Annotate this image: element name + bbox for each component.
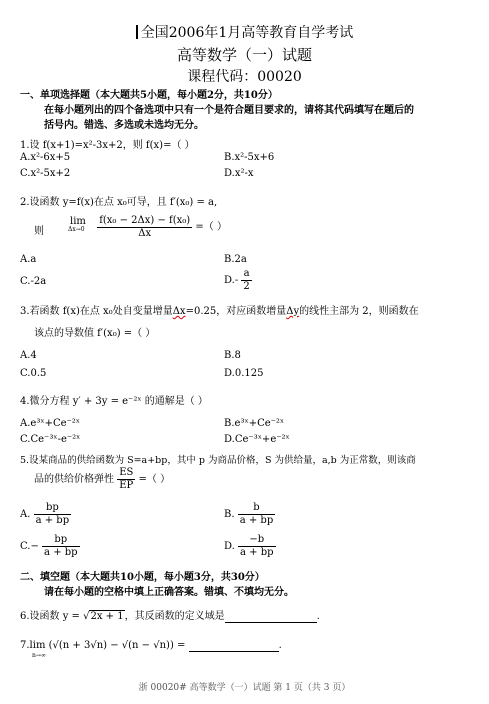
q2-option-c: C.-2a <box>20 276 47 287</box>
q2-option-d-numerator: a <box>241 268 251 281</box>
q1-stem: 1.设 f(x+1)=x²-3x+2，则 f(x)=（ ） <box>20 140 195 151</box>
section2-instruction: 请在每小题的空格中填上正确答案。错填、不填均无分。 <box>44 587 294 598</box>
q2-denominator: Δx <box>138 227 152 239</box>
q4-stem: 4.微分方程 y′ + 3y = e⁻²ˣ 的通解是（ ） <box>20 396 208 407</box>
q2-option-a: A.a <box>20 254 37 265</box>
q4-option-a: A.e³ˣ+Ce⁻²ˣ <box>20 418 81 429</box>
q5-option-d <box>224 534 276 559</box>
q3-line1-part3: 的线性主部为 2，则函数在 <box>299 306 419 317</box>
q5-option-a-prefix: A. <box>20 509 31 520</box>
q5-option-a-denominator: a + bp <box>35 515 70 526</box>
q5-option-d-prefix: D. <box>224 541 235 552</box>
q5-option-d-denominator: a + bp <box>240 547 274 558</box>
title-bar-mark <box>136 25 138 39</box>
q5-option-a <box>20 502 71 527</box>
q4-option-c: C.Ce⁻³ˣ-e⁻²ˣ <box>20 434 81 445</box>
q5-option-c-prefix: C.− <box>20 541 39 552</box>
q5-option-b-prefix: B. <box>224 509 235 520</box>
q6-stem <box>20 607 320 623</box>
q7-period: . <box>278 640 282 651</box>
q3-option-d: D.0.125 <box>224 368 264 379</box>
q3-option-a: A.4 <box>20 350 37 361</box>
page-footer: 浙 00020# 高等数学（一）试题 第 1 页（共 3 页） <box>138 683 351 693</box>
q2-option-d-prefix: D.- <box>224 275 239 286</box>
q3-delta-x: Δx <box>172 306 186 317</box>
q2-limit-expression <box>68 214 227 244</box>
q5-elasticity-fraction <box>117 467 135 492</box>
q6-answer-blank[interactable] <box>225 611 317 623</box>
q5-elasticity-numerator: ES <box>119 467 134 478</box>
section1-heading: 一、单项选择题（本大题共5小题，每小题2分，共10分） <box>20 90 278 101</box>
q1-option-d: D.x²-x <box>224 168 254 179</box>
q2-option-b: B.2a <box>224 254 247 265</box>
sqrt-icon: √ <box>83 611 90 622</box>
q3-line1 <box>20 302 419 317</box>
q3-delta-y: Δy <box>286 306 300 317</box>
q5-option-c-numerator: bp <box>42 534 80 547</box>
q5-line2-tail: =（ ） <box>138 474 171 485</box>
q7-lim: 7.lim <box>20 640 46 651</box>
q6-text-a: 6.设函数 y = <box>20 611 84 622</box>
q6-period: . <box>316 611 320 622</box>
q1-option-a: A.x²-6x+5 <box>20 152 71 163</box>
q7-expression: (√(n + 3√n) − √(n − √n)) = <box>48 640 189 651</box>
section1-instruction-line2: 括号内。错选、多选或未选均无分。 <box>44 120 204 131</box>
q5-line2-text: 品的供给价格弹性 <box>34 474 114 485</box>
q6-radicand: 2x + 1 <box>90 611 124 622</box>
q3-option-b: B.8 <box>224 350 241 361</box>
q2-option-d-fraction <box>241 268 251 293</box>
q1-option-b: B.x²-5x+6 <box>224 152 275 163</box>
q7-stem <box>20 640 282 659</box>
q7-answer-blank[interactable] <box>189 640 279 652</box>
q3-option-c: C.0.5 <box>20 368 47 379</box>
q2-lim-subscript: Δx→0 <box>68 226 85 233</box>
q5-option-b-denominator: a + bp <box>239 515 274 526</box>
q2-fraction <box>97 215 192 240</box>
q2-lim-word: lim <box>70 216 86 227</box>
q5-option-b-numerator: b <box>238 502 276 515</box>
subject-title: 高等数学（一）试题 <box>176 46 312 64</box>
q5-option-b <box>224 502 275 527</box>
q2-option-d <box>224 268 252 293</box>
q1-option-c: C.x²-5x+2 <box>20 168 71 179</box>
q2-stem: 2.设函数 y=f(x)在点 x₀可导，且 f′(x₀) = a, <box>20 197 218 208</box>
q5-line1: 5.设某商品的供给函数为 S=a+bp，其中 p 为商品价格，S 为供给量，a,b 为正常数，则该商 <box>20 455 416 466</box>
q4-option-b: B.e³ˣ+Ce⁻²ˣ <box>224 418 285 429</box>
q5-option-a-numerator: bp <box>34 502 72 515</box>
section1-instruction-line1: 在每小题列出的四个备选项中只有一个是符合题目要求的，请将其代码填写在题后的 <box>44 105 414 116</box>
q5-option-c-denominator: a + bp <box>44 547 78 558</box>
q3-line1-part1: 3.若函数 f(x)在点 x₀处自变量增量 <box>20 306 173 317</box>
q2-option-d-denominator: 2 <box>243 281 250 292</box>
q5-line2 <box>34 467 170 492</box>
q2-lead: 则 <box>34 226 44 237</box>
q3-line1-part2: =0.25，对应函数增量 <box>185 306 287 317</box>
q5-elasticity-denominator: EP <box>119 480 134 491</box>
q6-text-b: ，其反函数的定义域是 <box>124 611 225 622</box>
q7-lim-subscript: n→∞ <box>32 652 46 659</box>
q3-line2: 该点的导数值 f′(x₀) =（ ） <box>34 328 156 339</box>
q2-tail: =（ ） <box>195 221 227 233</box>
q2-numerator: f(x₀ − 2Δx) − f(x₀) <box>99 214 191 226</box>
q5-option-d-numerator: −b <box>238 534 276 547</box>
q5-option-c <box>20 534 80 559</box>
section2-heading: 二、填空题（本大题共10小题，每小题3分，共30分） <box>20 572 265 583</box>
q4-option-d: D.Ce⁻³ˣ+e⁻²ˣ <box>224 434 290 445</box>
exam-title <box>0 22 489 42</box>
course-code: 课程代码：00020 <box>187 69 302 85</box>
exam-title-text: 全国2006年1月高等教育自学考试 <box>140 25 354 41</box>
